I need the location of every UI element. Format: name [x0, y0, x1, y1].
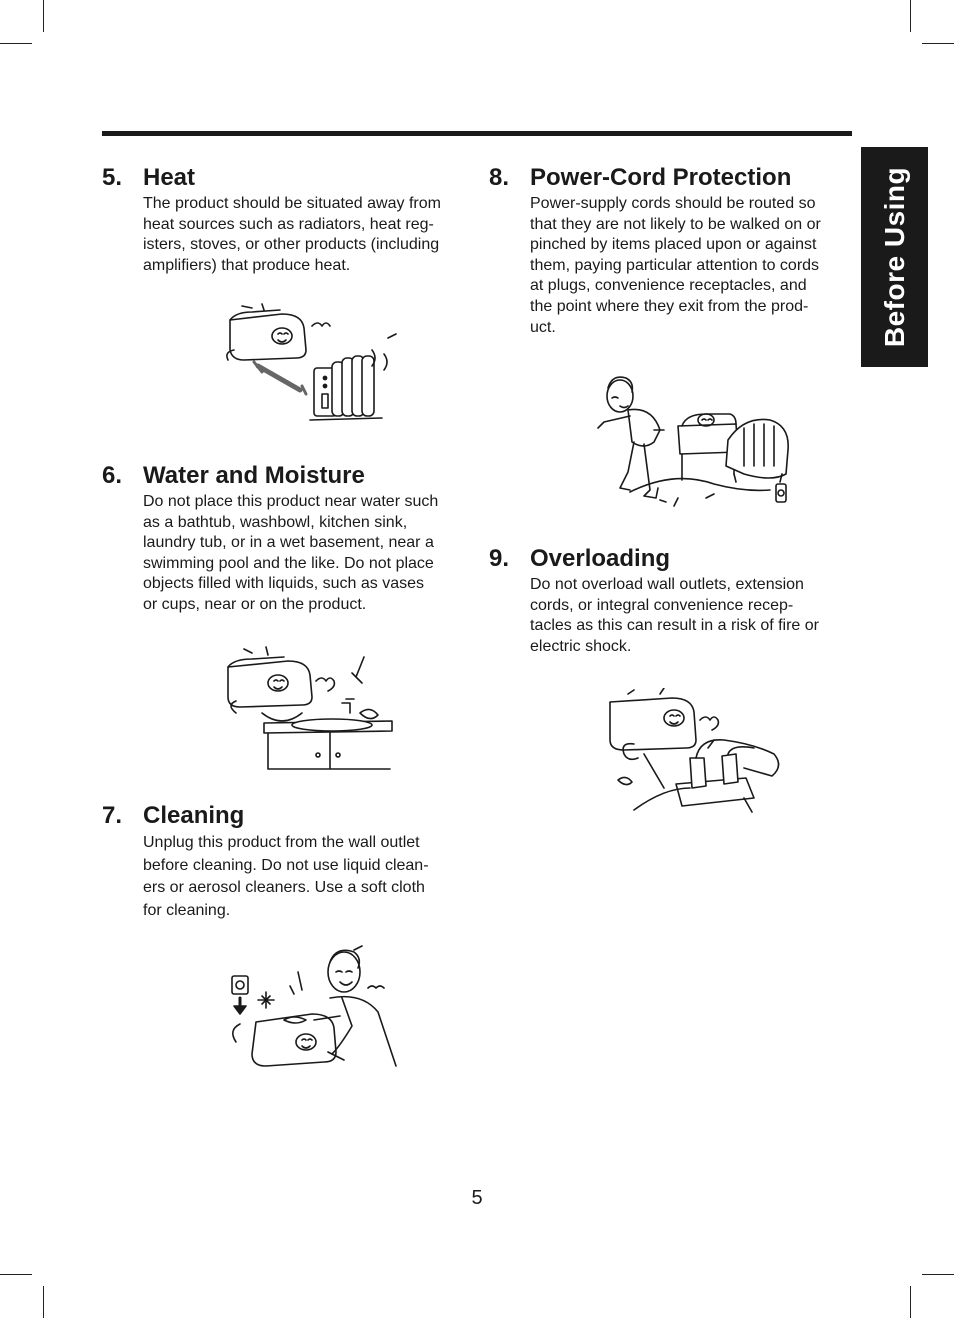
section-cleaning [102, 802, 482, 922]
crop-mark [922, 43, 954, 44]
crop-mark [43, 1286, 44, 1318]
side-tab [861, 147, 928, 367]
section-title: Heat [143, 164, 196, 191]
section-body: Unplug this product from the wall outlet before cleaning. Do not use liquid clean- ers or aerosol cleaners. Use a soft cloth for cleaning. [143, 834, 429, 919]
section-number: 5. [102, 164, 123, 191]
section-body: Do not place this product near water such as a bathtub, washbowl, kitchen sink, laundry tub, or in a wet basement, near a swimming pool and the like. Do not place objects filled with liquids, such as vases or cups, near or on the product. [143, 493, 439, 613]
section-title: Cleaning [143, 802, 245, 829]
section-title: Overloading [530, 545, 671, 572]
section-power-cord-protection [489, 164, 859, 338]
heat-illustration [222, 298, 402, 428]
section-title: Power-Cord Protection [530, 164, 792, 191]
section-number: 7. [102, 802, 123, 829]
section-body: The product should be situated away from heat sources such as radiators, heat reg- isters, stoves, or other products (including amplifiers) that produce heat. [143, 195, 441, 274]
section-number: 6. [102, 462, 123, 489]
crop-mark [0, 43, 32, 44]
section-body: Do not overload wall outlets, extension cords, or integral convenience recep- tacles as this can result in a risk of fire or electric shock. [530, 576, 819, 655]
power-cord-illustration [594, 370, 794, 512]
section-number: 8. [489, 164, 510, 191]
crop-mark [910, 1286, 911, 1318]
header-rule [102, 131, 852, 136]
crop-mark [0, 1274, 32, 1275]
overloading-illustration [604, 688, 784, 816]
page-number: 5 [471, 1187, 483, 1209]
crop-mark [43, 0, 44, 32]
crop-mark [910, 0, 911, 32]
cleaning-illustration [222, 942, 402, 1074]
crop-mark [922, 1274, 954, 1275]
water-illustration [222, 643, 397, 773]
section-water-and-moisture [102, 462, 482, 616]
section-title: Water and Moisture [143, 462, 365, 489]
section-heat [102, 164, 482, 276]
side-tab-label: Before Using [878, 166, 910, 348]
section-body: Power-supply cords should be routed so that they are not likely to be walked on or pinched by items placed upon or against them, paying particular attention to cords at plugs, convenience receptacles, and the point where they exit from the prod- uct. [530, 195, 821, 336]
section-number: 9. [489, 545, 510, 572]
section-overloading [489, 545, 859, 657]
